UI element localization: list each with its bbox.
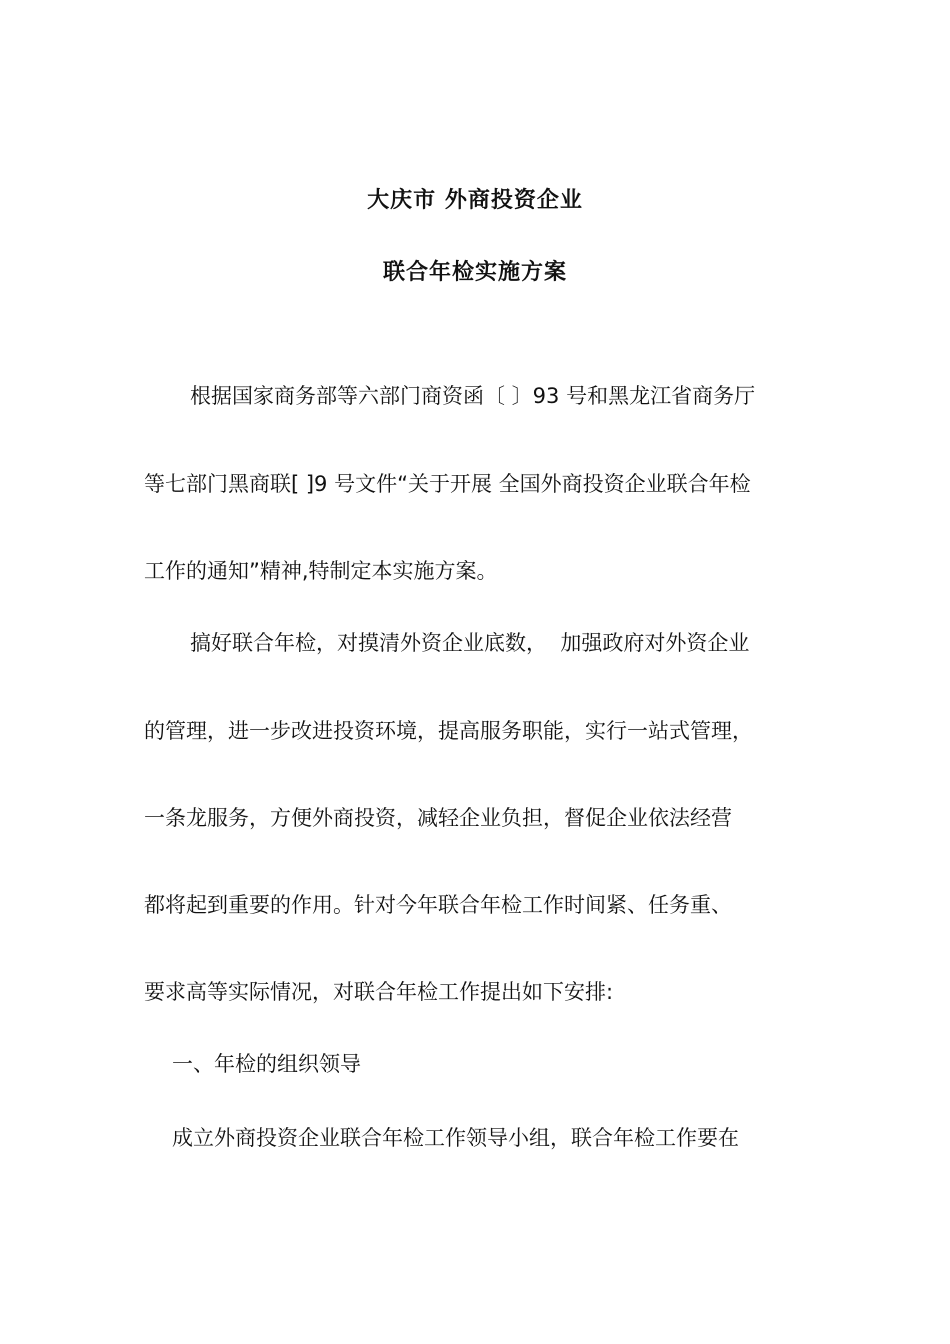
- paragraph-1-line-1: 根据国家商务部等六部门商资函〔 〕93 号和黑龙江省商务厅: [190, 384, 756, 408]
- paragraph-2-line-2: 的管理，进一步改进投资环境，提高服务职能，实行一站式管理，: [144, 719, 753, 743]
- paragraph-2-line-3: 一条龙服务，方便外商投资，减轻企业负担，督促企业依法经营: [144, 806, 732, 830]
- paragraph-2-line-4: 都将起到重要的作用。针对今年联合年检工作时间紧、任务重、: [144, 893, 732, 917]
- paragraph-1-line-3: 工作的通知”精神,特制定本实施方案。: [144, 559, 498, 583]
- paragraph-2-line-5: 要求高等实际情况，对联合年检工作提出如下安排:: [144, 980, 614, 1004]
- paragraph-1-line-2: 等七部门黑商联[ ]9 号文件“关于开展 全国外商投资企业联合年检: [144, 472, 751, 496]
- section-heading: 一、年检的组织领导: [172, 1052, 361, 1076]
- document-title-line-1: 大庆市 外商投资企业: [367, 188, 583, 213]
- paragraph-2-line-1: 搞好联合年检，对摸清外资企业底数， 加强政府对外资企业: [190, 631, 750, 655]
- paragraph-3-line-1: 成立外商投资企业联合年检工作领导小组，联合年检工作要在: [172, 1126, 739, 1150]
- document-title-line-2: 联合年检实施方案: [382, 260, 567, 285]
